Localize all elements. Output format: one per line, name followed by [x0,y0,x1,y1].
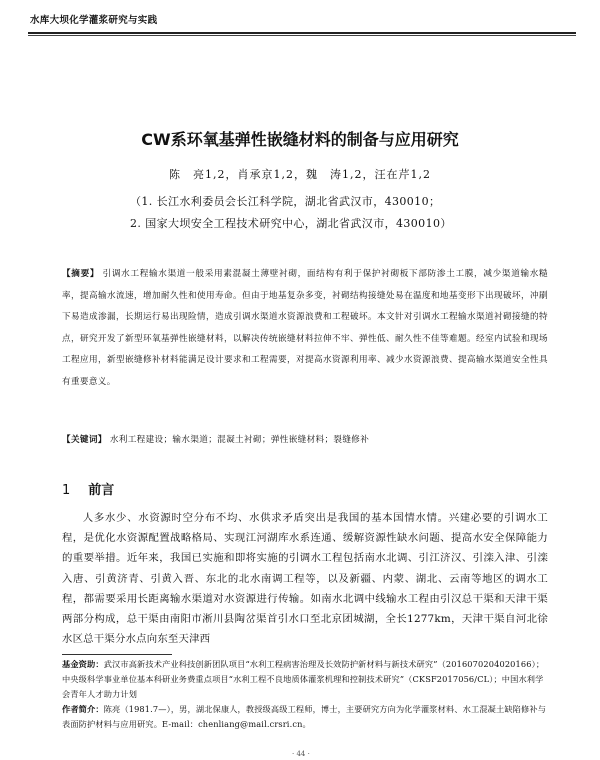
author-note [62,702,548,732]
funding-note [62,657,548,702]
funding-text: 武汉市高新技术产业科技创新团队项目“水利工程病害治理及长效防护新材料与新技术研究”（2016070204020166）；中央级科学事业单位基本科研业务费重点项目“水利工程不良地质体灌浆机理和控制技术研究”（CKSF2017056/CL）；中国水利学会青年人才助力计划 [62,659,545,699]
keywords-label: 【关键词】 [62,435,107,445]
keywords [62,432,548,448]
intro-paragraph: 人多水少、水资源时空分布不均、水供求矛盾突出是我国的基本国情水情。兴建必要的引调水工程，是优化水资源配置战略格局、实现江河湖库水系连通、缓解资源性缺水问题、提高水安全保障能力的重要举措。近年来，我国已实施和即将实施的引调水工程包括南水北调、引江济汉、引滦入津、引滦入唐、引黄济青、引黄入晋、东北的北水南调工程等，以及新疆、内蒙、湖北、云南等地区的调水工程，都需要采用长距离输水渠道对水资源进行传输。如南水北调中线输水工程由引汉总干渠和天津干渠两部分构成，总干渠由南阳市淅川县陶岔渠首引水口至北京团城湖，全长1277km，天津干渠自河北徐水区总干渠分水点向东至天津西 [62,512,548,646]
header-rule-thin [28,35,576,36]
affiliation-1: （1. 长江水利委员会长江科学院，湖北省武汉市，430010； [130,195,441,208]
keywords-text: 水利工程建设；输水渠道；混凝土衬砌；弹性嵌缝材料；裂缝修补 [109,435,370,445]
author-bio-label: 作者简介： [62,704,104,714]
abstract-label: 【摘要】 [62,269,100,279]
footnote-rule [62,654,172,655]
running-head: 水库大坝化学灌浆研究与实践 [30,15,158,26]
footnotes [62,657,548,732]
funding-label: 基金资助： [62,659,104,669]
affiliation-2: 2. 国家大坝安全工程技术研究中心，湖北省武汉市，430010） [130,217,452,230]
section-number: 1 [62,483,71,498]
section-heading [62,479,114,498]
author-list: 陈 亮1,2，肖承京1,2，魏 涛1,2，汪在芹1,2 [169,168,431,181]
author-bio-text: 陈亮（1981.7—），男，湖北保康人，教授级高级工程师，博士，主要研究方向为化学灌浆材料、水工混凝土缺陷修补与表面防护材料与应用研究。E-mail：chenliang@mail.crsri.cn。 [62,704,547,729]
abstract [62,264,548,393]
paper-title: CW系环氧基弹性嵌缝材料的制备与应用研究 [141,130,459,149]
abstract-text: 引调水工程输水渠道一般采用素混凝土薄壁衬砌，面结构有利于保护衬砌板下部防渗土工膜，减少渠道输水糙率，提高输水流速，增加耐久性和使用寿命。但由于地基复杂多变，衬砌结构接缝处易在温度和地基变形下出现破坏，冲刷下易造成渗漏，长期运行易出现险情，造成引调水渠道水资源浪费和工程破坏。本文针对引调水工程输水渠道衬砌接缝的特点，研究开发了新型环氧基弹性嵌缝材料，以解决传统嵌缝材料拉伸不牢、弹性低、耐久性不佳等难题。经室内试验和现场工程应用，新型嵌缝修补材料能满足设计要求和工程需要，对提高水资源利用率、减少水资源浪费、提高输水渠道安全性具有重要意义。 [62,269,548,387]
section-title: 前言 [88,483,115,498]
page-number: · 44 · [292,750,310,758]
header-rule [28,32,576,34]
